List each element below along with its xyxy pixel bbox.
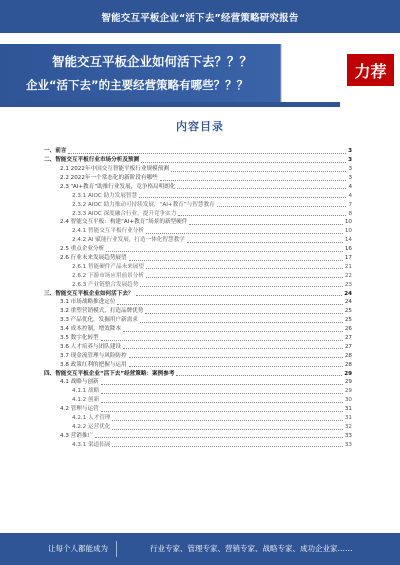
toc-entry-leader <box>129 260 343 261</box>
hero-accent-line <box>0 102 340 107</box>
toc-entry-page: 26 <box>344 326 352 333</box>
toc-entry[interactable] <box>44 199 352 208</box>
toc-entry-page: 17 <box>344 254 352 261</box>
toc-entry-page: 3 <box>348 166 352 173</box>
toc-entry-page: 28 <box>344 352 352 359</box>
toc-entry-title: 3.3 产品优化，发掘用户新需求 <box>60 317 138 324</box>
toc-entry-leader <box>171 171 347 172</box>
toc-entry-page: 25 <box>344 317 352 324</box>
toc-entry[interactable] <box>44 413 352 422</box>
toc-entry[interactable] <box>44 350 352 359</box>
toc-entry-leader <box>101 411 343 412</box>
toc-entry[interactable] <box>44 155 352 164</box>
toc-entry[interactable] <box>44 395 352 404</box>
toc-entry-page: 3 <box>348 148 352 155</box>
toc-entry[interactable] <box>44 208 352 217</box>
toc-entry-page: 7 <box>348 201 352 208</box>
toc-entry-title: 2.3.2 AIOC 助力推动可持续发展，“AI+教育”与智慧教育 <box>72 201 215 208</box>
toc-entry-leader <box>101 340 343 341</box>
hero-banner <box>0 44 400 102</box>
toc-entry-page: 29 <box>344 370 352 377</box>
toc-entry-leader <box>106 251 343 252</box>
toc-entry-page: 27 <box>344 335 352 341</box>
toc-entry[interactable] <box>44 324 352 333</box>
toc-entry-leader <box>187 242 343 243</box>
toc-entry-leader <box>112 446 342 447</box>
footer-slogan-left: 让每个人都能成为 <box>48 544 108 553</box>
toc-entry-page: 16 <box>344 246 352 253</box>
toc-entry[interactable] <box>44 226 352 235</box>
toc-entry-page: 32 <box>344 423 352 430</box>
toc-entry-title: 3.8 政策红利的把握与运用 <box>60 361 127 368</box>
toc-entry-leader <box>160 180 347 181</box>
toc-entry-page: 3 <box>348 174 352 181</box>
toc-entry-leader <box>139 197 346 198</box>
toc-entry[interactable] <box>44 146 352 155</box>
toc-entry-title: 4.3.1 渠道拓展 <box>72 441 111 448</box>
toc-entry-page: 27 <box>344 343 352 350</box>
toc-entry-title: 4.2 管理与运营 <box>60 406 99 413</box>
toc-entry-leader <box>146 268 343 269</box>
toc-entry-page: 8 <box>348 210 352 217</box>
toc-entry-title: 四、智能交互平板企业“活下去”经营策略：案例参考 <box>44 370 175 377</box>
toc-entry-leader <box>146 233 343 234</box>
toc-entry-leader <box>123 348 343 349</box>
hero-title: 智能交互平板企业如何活下去？？？ <box>52 54 253 69</box>
toc-entry[interactable] <box>44 306 352 315</box>
toc-entry-page: 25 <box>344 308 352 315</box>
toc-entry[interactable] <box>44 377 352 386</box>
toc-entry[interactable] <box>44 288 352 297</box>
toc-entry[interactable] <box>44 315 352 324</box>
toc-entry[interactable] <box>44 404 352 413</box>
toc-entry-title: 2.3.1 AIOC 助力发展智慧 <box>72 192 138 199</box>
toc-entry-title: 三、智能交互平板企业如何活下去？ <box>44 290 134 297</box>
toc-entry-page: 24 <box>344 290 352 297</box>
toc-entry-page: 33 <box>344 441 352 448</box>
toc-entry-page: 29 <box>344 379 352 386</box>
toc-entry-title: 4.1.2 创新 <box>72 397 100 404</box>
toc-entry-title: 2.6.3 产业链整合发展趋势 <box>72 281 139 288</box>
toc-entry-leader <box>95 437 343 438</box>
toc-entry-title: 2.1 2022年中国交互智能平板行业规模预测 <box>60 166 169 173</box>
toc-entry-title: 3.2 重塑营销模式，打造品牌优势 <box>60 308 144 315</box>
toc-entry-page: 14 <box>344 237 352 244</box>
toc-entry-leader <box>129 366 343 367</box>
toc-entry-title: 二、智能交互平板行业市场分析及预测 <box>44 157 140 164</box>
toc-entry-title: 3.5 数字化转型 <box>60 335 99 341</box>
hero-subtitle: 企业“活下去”的主要经营策略有哪些？？？ <box>26 78 249 92</box>
toc-entry-title: 2.6.2 下游市场应用前景分析 <box>72 272 144 279</box>
toc-entry-page: 4 <box>348 192 352 199</box>
toc-entry-page: 31 <box>344 406 352 413</box>
toc-entry[interactable] <box>44 173 352 182</box>
toc-entry[interactable] <box>44 333 352 342</box>
recommend-stamp <box>347 54 394 86</box>
toc-entry-page: 10 <box>344 228 352 235</box>
toc-entry-page: 24 <box>344 299 352 306</box>
toc-entry-title: 2.6 行业未来发展趋势展望 <box>60 254 127 261</box>
toc-entry-title: 2.4.2 AI 赋能行业发展，打造一体化智慧教学 <box>72 237 185 244</box>
toc-entry[interactable] <box>44 262 352 271</box>
toc-entry-leader <box>123 331 343 332</box>
toc-entry-leader <box>140 286 343 287</box>
toc-entry-leader <box>101 384 343 385</box>
toc-entry-page: 10 <box>344 219 352 226</box>
toc-entry[interactable] <box>44 270 352 279</box>
toc-entry-title: 3.4 成本控制，增效降本 <box>60 326 122 333</box>
toc-entry-page: 22 <box>344 272 352 279</box>
toc-entry-leader <box>101 393 343 394</box>
toc-entry-title: 3.1 市场战略推进定位 <box>60 299 116 306</box>
toc-entry-title: 4.2.1 人才管理 <box>72 415 111 422</box>
toc-entry-title: 2.4 智能交互平板：构建“AI+教育”场景的新型硬件 <box>60 219 188 226</box>
footer-slogan-right: 行业专家、管理专家、营销专家、战略专家、成功企业家…… <box>150 544 353 553</box>
toc-entry-title: 4.3 营销推广 <box>60 432 94 439</box>
toc-entry-leader <box>177 188 346 189</box>
page-footer <box>0 533 400 565</box>
toc-entry-leader <box>145 313 342 314</box>
toc-entry[interactable] <box>44 253 352 262</box>
toc-entry-title: 2.4.1 智能交互平板行业分析 <box>72 228 144 235</box>
toc-entry[interactable] <box>44 439 352 448</box>
toc-entry-title: 4.1 战略与创新 <box>60 379 99 386</box>
toc-entry[interactable] <box>44 368 352 377</box>
toc-entry-title: 2.3 “AI+教育”助推行业发展，竞争格局明朗化 <box>60 183 176 190</box>
footer-divider <box>116 541 117 557</box>
toc-entry-page: 33 <box>344 432 352 439</box>
toc-entry-page: 23 <box>344 281 352 288</box>
toc-entry-title: 2.3.3 AIOC 深度融合行业，提升竞争实力 <box>72 210 177 217</box>
toc-entry[interactable] <box>44 190 352 199</box>
toc-entry-leader <box>217 206 347 207</box>
toc-entry[interactable] <box>44 217 352 226</box>
toc-entry[interactable] <box>44 279 352 288</box>
toc-entry-leader <box>101 402 343 403</box>
toc-entry-page: 21 <box>344 263 352 270</box>
toc-entry-leader <box>112 429 342 430</box>
toc-entry[interactable] <box>44 164 352 173</box>
toc-entry-page: 3 <box>348 157 352 164</box>
toc-entry-title: 一、前言 <box>44 148 67 155</box>
toc-entry[interactable] <box>44 359 352 368</box>
toc-entry[interactable] <box>44 422 352 431</box>
report-top-bar <box>0 0 400 33</box>
toc-entry-leader <box>141 162 346 163</box>
table-of-contents <box>44 146 352 448</box>
toc-entry-leader <box>189 224 343 225</box>
toc-entry-title: 3.6 人才培养与团队建设 <box>60 343 122 350</box>
toc-entry-leader <box>136 295 343 296</box>
toc-entry-title: 3.7 现金流管理与风险防控 <box>60 352 127 359</box>
toc-entry-page: 28 <box>344 361 352 368</box>
toc-entry-leader <box>68 153 346 154</box>
toc-entry-leader <box>117 304 342 305</box>
toc-entry-leader <box>176 375 342 376</box>
toc-entry-title: 2.5 重点企业分析 <box>60 246 105 253</box>
toc-heading: 内容目录 <box>176 120 224 133</box>
toc-entry[interactable] <box>44 297 352 306</box>
toc-entry-leader <box>129 357 343 358</box>
toc-entry[interactable] <box>44 431 352 440</box>
toc-entry-page: 31 <box>344 415 352 422</box>
toc-entry-leader <box>140 322 343 323</box>
toc-entry-leader <box>112 420 342 421</box>
recommend-stamp-text: 力荐 <box>354 61 387 81</box>
toc-entry-title: 2.6.1 智能硬件产品未来展望 <box>72 263 144 270</box>
toc-entry-leader <box>178 215 346 216</box>
toc-entry[interactable] <box>44 244 352 253</box>
toc-entry-title: 2.2 2022年一个常态化的新阶段有哪些 <box>60 174 158 181</box>
report-top-title: 智能交互平板企业“活下去”经营策略研究报告 <box>101 12 299 24</box>
toc-entry-page: 4 <box>348 183 352 190</box>
toc-entry[interactable] <box>44 182 352 191</box>
toc-entry[interactable] <box>44 342 352 351</box>
toc-entry-title: 4.1.1 战略 <box>72 388 100 395</box>
toc-entry-title: 4.2.2 运营优化 <box>72 423 111 430</box>
toc-entry[interactable] <box>44 386 352 395</box>
toc-entry[interactable] <box>44 235 352 244</box>
toc-entry-leader <box>146 277 343 278</box>
toc-entry-page: 29 <box>344 388 352 395</box>
toc-entry-page: 30 <box>344 397 352 404</box>
